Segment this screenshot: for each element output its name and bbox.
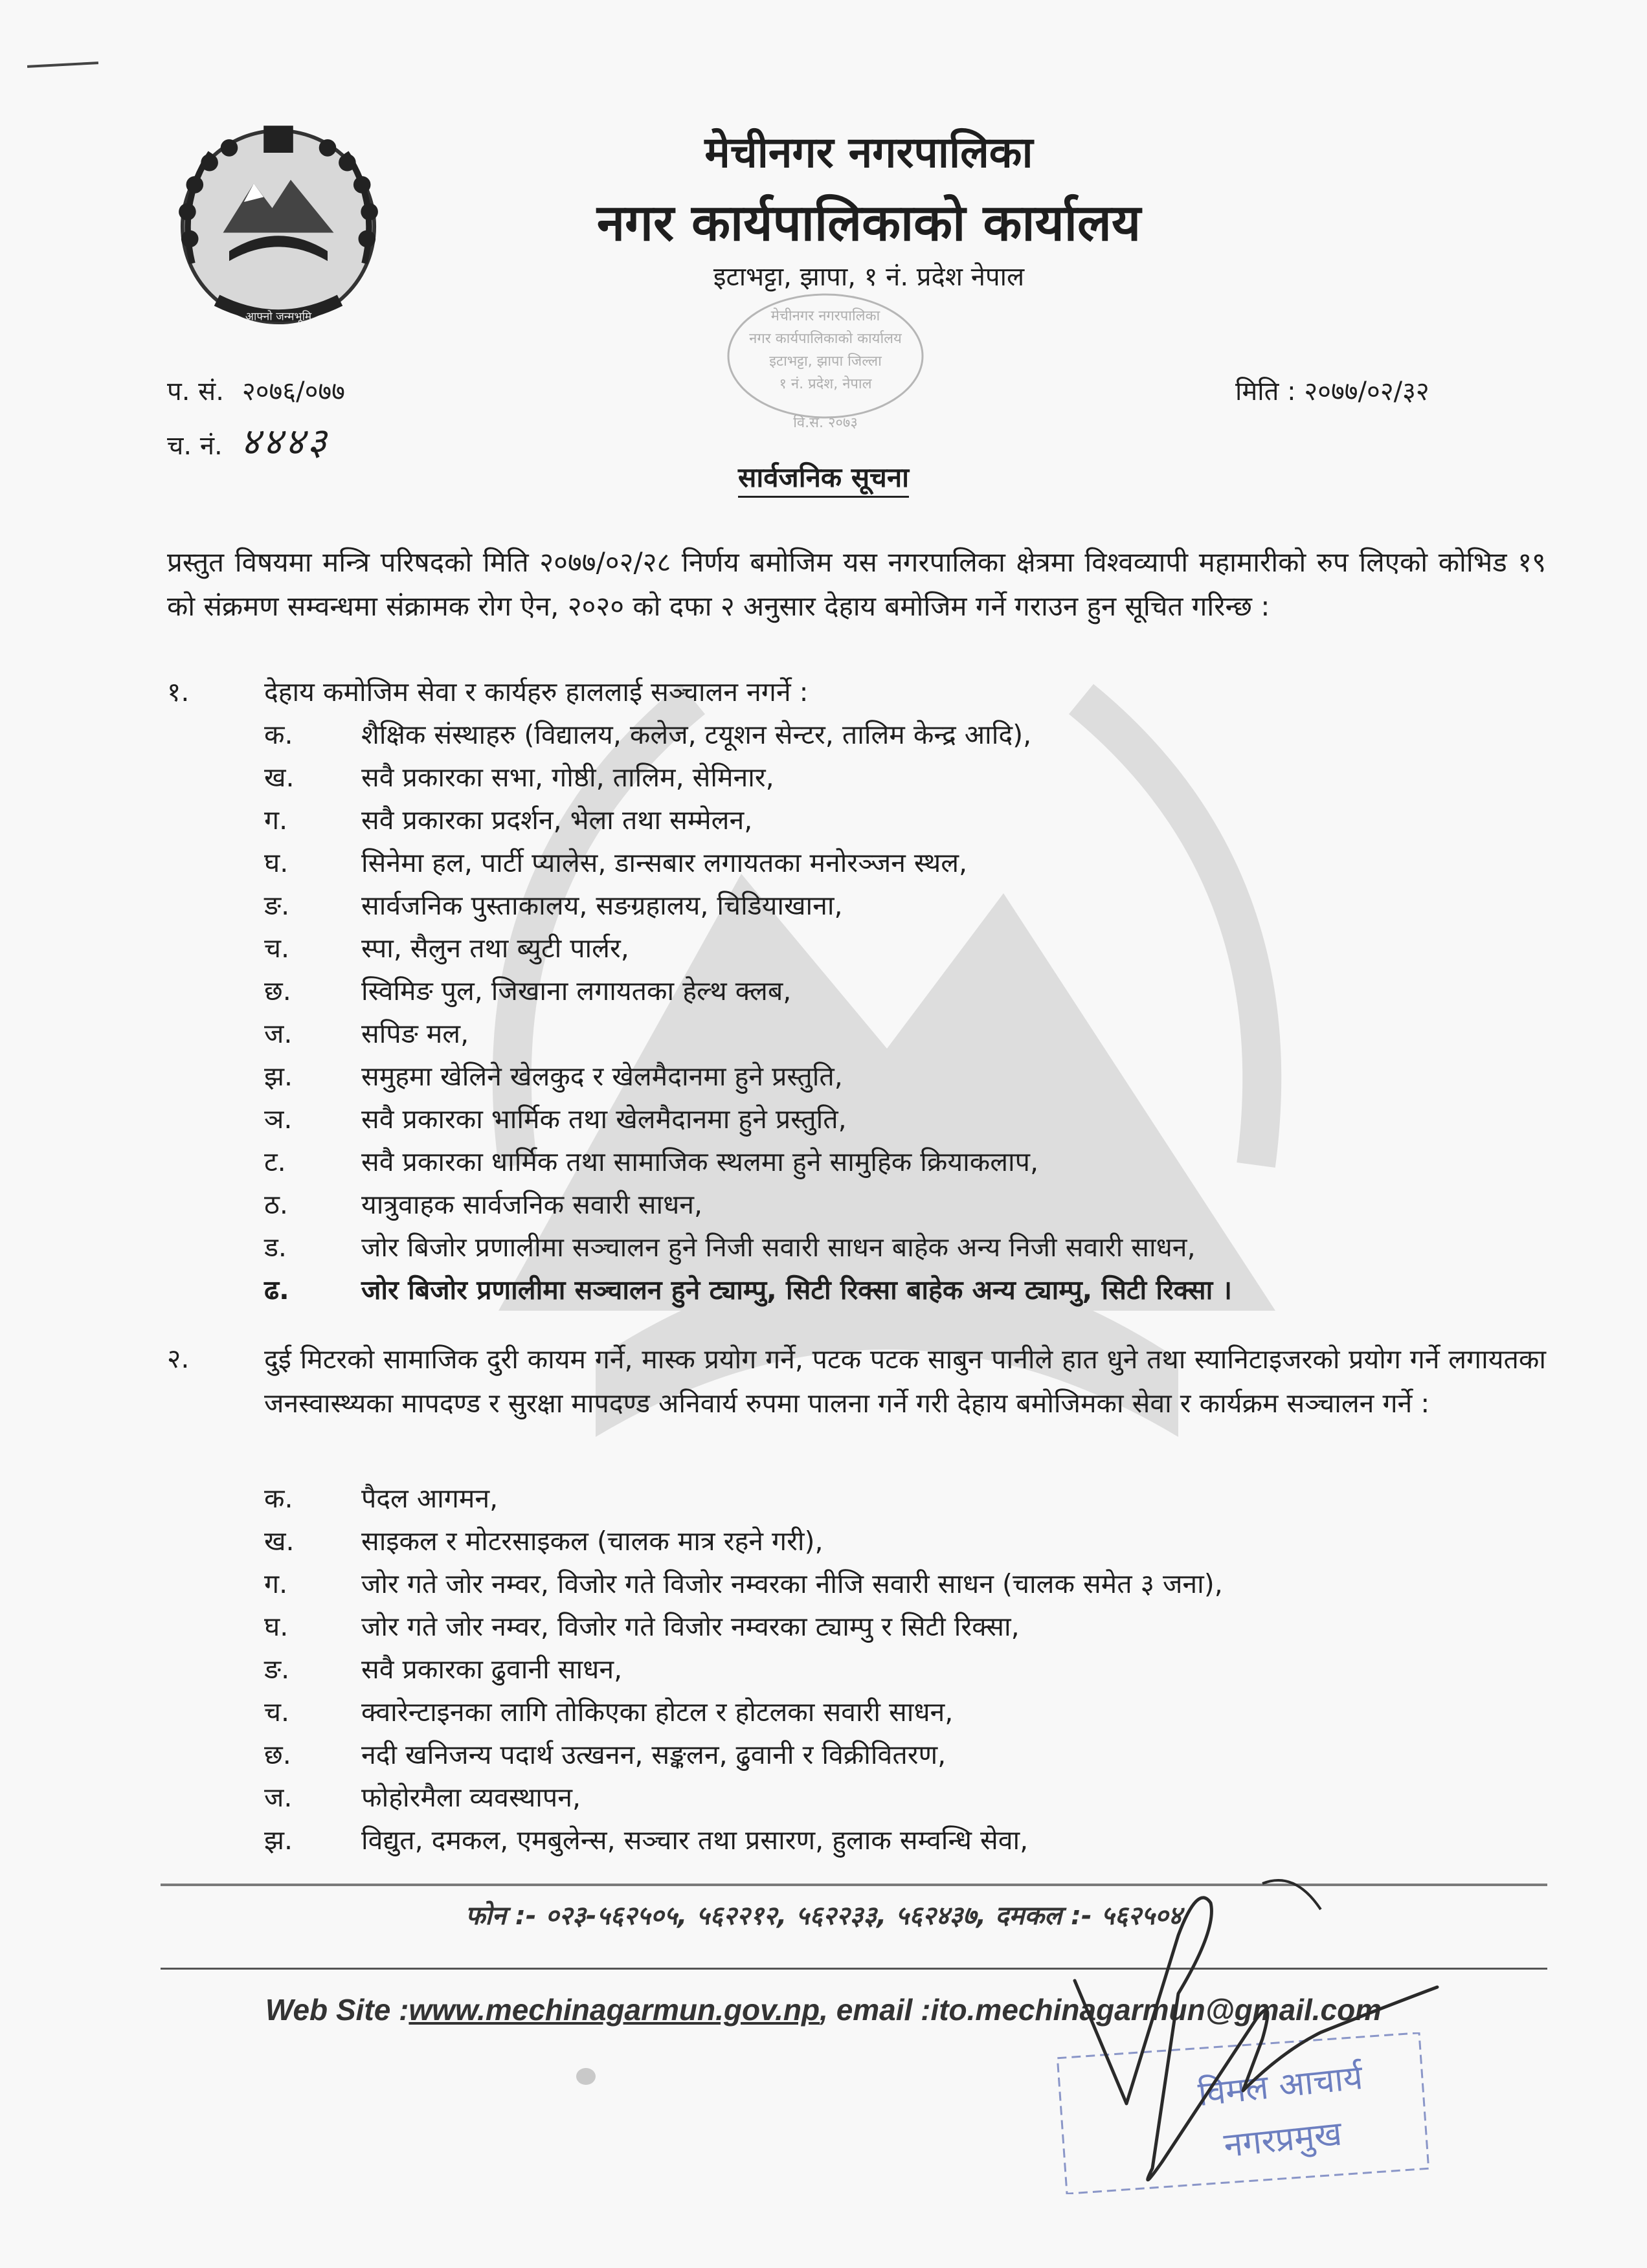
email-label: , email : [820, 1993, 931, 2027]
item-letter: ङ. [264, 890, 290, 921]
item-letter: च. [264, 1696, 290, 1728]
stamp-line: वि.स. २०७३ [793, 415, 858, 431]
item-text: समुहमा खेलिने खेलकुद र खेलमैदानमा हुने प्रस्तुति, [361, 1061, 843, 1092]
item-text: सवै प्रकारका प्रदर्शन, भेला तथा सम्मेलन, [361, 805, 753, 836]
item-text: जोर बिजोर प्रणालीमा सञ्चालन हुने ट्याम्पु, सिटी रिक्सा बाहेक अन्य ट्याम्पु, सिटी रिक्सा । [361, 1274, 1233, 1306]
item-letter: ग. [264, 805, 288, 836]
item-text: सवै प्रकारका भार्मिक तथा खेलमैदानमा हुने प्रस्तुति, [361, 1104, 847, 1135]
stamp-line: नगर कार्यपालिकाको कार्यालय [749, 331, 902, 347]
section-title: देहाय कमोजिम सेवा र कार्यहरु हाललाई सञ्चालन नगर्ने : [264, 676, 809, 707]
email-link[interactable]: ito.mechinagarmun@gmail.com [930, 1993, 1382, 2027]
item-text: स्विमिङ पुल, जिखाना लगायतका हेल्थ क्लब, [361, 975, 792, 1006]
item-text: जोर गते जोर नम्वर, विजोर गते विजोर नम्वरका ट्याम्पु र सिटी रिक्सा, [361, 1611, 1020, 1642]
website-link[interactable]: www.mechinagarmun.gov.np [409, 1993, 820, 2027]
item-text: सवै प्रकारका सभा, गोष्ठी, तालिम, सेमिनार, [361, 762, 774, 793]
notice-date: मिति : २०७७/०२/३२ [1235, 377, 1429, 406]
patra-sankhya-value: २०७६/०७७ [241, 377, 345, 406]
item-letter: ञ. [264, 1104, 293, 1135]
stamp-line: मेचीनगर नगरपालिका [770, 308, 880, 324]
item-text: सवै प्रकारका ढुवानी साधन, [361, 1654, 623, 1685]
item-letter: घ. [264, 1611, 289, 1642]
item-letter: ग. [264, 1568, 288, 1599]
item-text: यात्रुवाहक सार्वजनिक सवारी साधन, [361, 1189, 703, 1220]
office-stamp [709, 285, 942, 440]
section-number: १. [167, 676, 190, 707]
emblem-text: आफ्नो जन्मभूमि [245, 310, 312, 324]
subject-text: सार्वजनिक सूचना [738, 461, 909, 498]
item-letter: क. [264, 1483, 293, 1514]
stamp-line: इटाभट्टा, झापा जिल्ला [769, 353, 882, 370]
item-text: विद्युत, दमकल, एमबुलेन्स, सञ्चार तथा प्रसारण, हुलाक सम्वन्धि सेवा, [361, 1825, 1029, 1856]
item-letter: छ. [264, 975, 291, 1006]
municipality-name: मेचीनगर नगरपालिका [704, 128, 1033, 177]
notice-subject [0, 458, 1647, 495]
item-letter: ठ. [264, 1189, 288, 1220]
handwritten-signature [1049, 1858, 1450, 2220]
item-letter: ख. [264, 1526, 295, 1557]
patra-sankhya [167, 372, 345, 408]
section-number: २. [167, 1343, 190, 1374]
corner-mark [27, 61, 98, 68]
item-text: पैदल आगमन, [361, 1483, 499, 1514]
stamp-line: १ नं. प्रदेश, नेपाल [779, 376, 872, 392]
item-letter: ज. [264, 1018, 293, 1049]
item-text: सार्वजनिक पुस्ताकालय, सङग्रहालय, चिडियाखाना, [361, 890, 843, 921]
intro-paragraph: प्रस्तुत विषयमा मन्त्रि परिषदको मिति २०७७/०२/२८ निर्णय बमोजिम यस नगरपालिका क्षेत्रमा विश्वव्यापी महामारीको रुप लिएको कोभिड १९ को संक्रमण सम्वन्धमा संक्रामक रोग ऐन, २०२० को दफा २ अनुसार देहाय बमोजिम गर्ने गराउन हुन सूचित गरिन्छ : [167, 546, 1546, 622]
item-text: सिनेमा हल, पार्टी प्यालेस, डान्सबार लगायतका मनोरञ्जन स्थल, [361, 847, 968, 878]
item-letter: झ. [264, 1825, 293, 1856]
office-name: नगर कार्यपालिकाको कार्यालय [596, 194, 1141, 252]
item-text: सपिङ मल, [361, 1018, 469, 1049]
office-address: इटाभट्टा, झापा, १ नं. प्रदेश नेपाल [713, 262, 1025, 292]
item-text: क्वारेन्टाइनका लागि तोकिएका होटल र होटलका सवारी साधन, [361, 1696, 954, 1728]
item-text: शैक्षिक संस्थाहरु (विद्यालय, कलेज, टयूशन सेन्टर, तालिम केन्द्र आदि), [361, 719, 1032, 750]
item-letter: च. [264, 933, 290, 964]
item-letter: ढ. [264, 1274, 289, 1306]
item-letter: ड. [264, 1232, 287, 1263]
patra-sankhya-label: प. सं. [167, 377, 224, 406]
item-text: जोर बिजोर प्रणालीमा सञ्चालन हुने निजी सवारी साधन बाहेक अन्य निजी सवारी साधन, [361, 1232, 1196, 1263]
item-text: नदी खनिजन्य पदार्थ उत्खनन, सङ्कलन, ढुवानी र विक्रीवितरण, [361, 1739, 947, 1770]
item-letter: घ. [264, 847, 289, 878]
section-title: दुई मिटरको सामाजिक दुरी कायम गर्ने, मास्क प्रयोग गर्ने, पटक पटक साबुन पानीले हात धुने तथा स्यानिटाइजरको प्रयोग गर्ने लगायतका जनस्वास्थ्यका मापदण्ड र सुरक्षा मापदण्ड अनिवार्य रुपमा पालना गर्ने गरी देहाय बमोजिमका सेवा र कार्यक्रम सञ्चालन गर्ने : [264, 1344, 1546, 1419]
item-letter: क. [264, 719, 293, 750]
item-letter: ङ. [264, 1654, 290, 1685]
item-letter: ट. [264, 1146, 286, 1177]
item-text: सवै प्रकारका धार्मिक तथा सामाजिक स्थलमा हुने सामुहिक क्रियाकलाप, [361, 1146, 1038, 1177]
item-text: स्पा, सैलुन तथा ब्युटी पार्लर, [361, 933, 629, 964]
signatory-role: नगरप्रमुख [1222, 2114, 1344, 2166]
item-text: जोर गते जोर नम्वर, विजोर गते विजोर नम्वरका नीजि सवारी साधन (चालक समेत ३ जना), [361, 1568, 1223, 1599]
chalani-number-value: ४४४३ [240, 419, 330, 463]
chalani-number-label: च. नं. [167, 431, 223, 461]
item-text: फोहोरमैला व्यवस्थापन, [361, 1782, 581, 1813]
item-text: साइकल र मोटरसाइकल (चालक मात्र रहने गरी), [361, 1526, 824, 1557]
item-letter: ज. [264, 1782, 293, 1813]
web-label: Web Site : [265, 1993, 409, 2027]
signatory-name: विमल आचार्य [1196, 2058, 1365, 2115]
ink-smudge [576, 2068, 596, 2085]
item-letter: झ. [264, 1061, 293, 1092]
item-letter: छ. [264, 1739, 291, 1770]
phone-numbers: फोन :- ०२३-५६२५०५, ५६२२१२, ५६२२३३, ५६२४३७, दमकल :- ५६२५०४ [465, 1901, 1182, 1931]
item-letter: ख. [264, 762, 295, 793]
